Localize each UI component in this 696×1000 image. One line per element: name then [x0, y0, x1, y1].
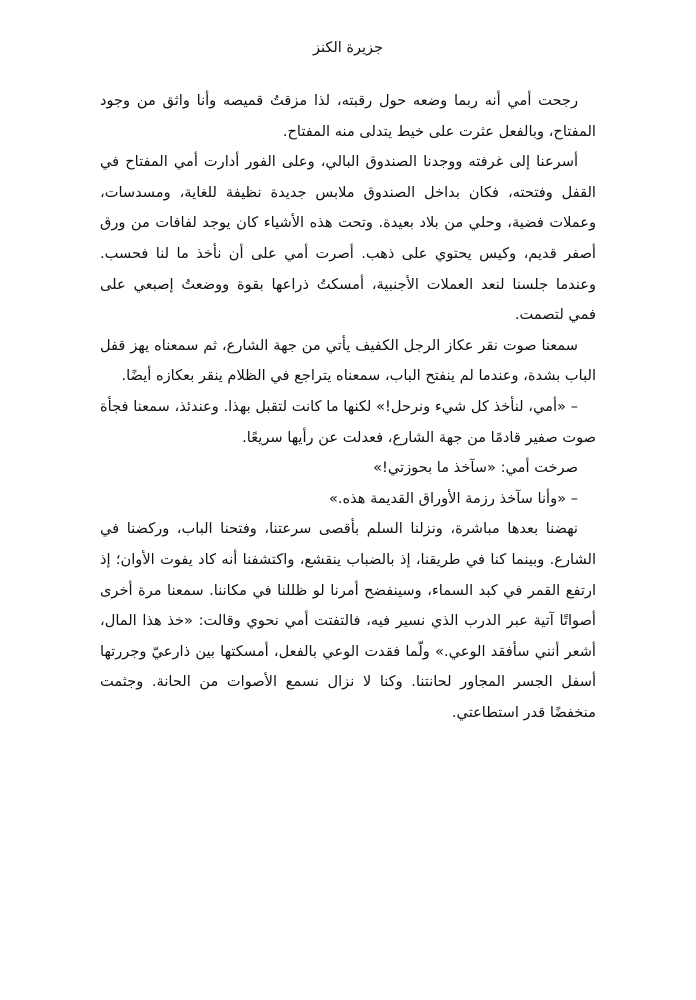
dialogue-2: صرخت أمي: «سآخذ ما بحوزتي!»: [373, 459, 578, 477]
paragraph-4: نهضنا بعدها مباشرة، ونزلنا السلم بأقصى سرعتنا، وفتحنا الباب، وركضنا في الشارع. وبينما كنا في طريقنا، إذ بالضباب ينقشع، واكتشفنا أنه كاد يفوت الأوان؛ إذ ارتفع القمر في كبد السماء، وسينفضح أمرنا لو ظللنا في مكاننا. سمعنا مرة أخرى أصواتًا آتية عبر الدرب الذي نسير فيه، فالتفتت أمي نحوي وقالت: «خذ هذا المال، أشعر أنني سأفقد الوعي.» ولّما فقدت الوعي بالفعل، أمسكتها بين ذارعيّ وجررتها أسفل الجسر المجاور لحانتنا. وكنا لا نزال نسمع الأصوات من الحانة. وجثمت منخفضًا قدر استطاعتي.: [100, 520, 596, 721]
body-text: [100, 86, 596, 728]
dialogue-1: – «أمي، لنأخذ كل شيء ونرحل!» لكنها ما كانت لتقبل بهذا. وعندئذ، سمعنا فجأة صوت صفير قادمًا من جهة الشارع، فعدلت عن رأيها سريعًا.: [100, 397, 596, 446]
paragraph-3: سمعنا صوت نقر عكاز الرجل الكفيف يأتي من جهة الشارع، ثم سمعناه يهز قفل الباب بشدة، وعندما لم ينفتح الباب، سمعناه يتراجع في الظلام ينقر بعكازه أيضًا.: [100, 336, 596, 385]
dialogue-3: – «وأنا سآخذ رزمة الأوراق القديمة هذه.»: [328, 489, 578, 507]
paragraph-1: رجحت أمي أنه ربما وضعه حول رقبته، لذا مزقتُ قميصه وأنا واثق من وجود المفتاح، وبالفعل عثرت على خيط يتدلى منه المفتاح.: [100, 92, 596, 140]
running-title: جزيرة الكنز: [312, 40, 384, 56]
paragraph-2: أسرعنا إلى غرفته ووجدنا الصندوق البالي، وعلى الفور أدارت أمي المفتاح في القفل وفتحته، فكان بداخل الصندوق ملابس جديدة نظيفة للغاية، ومسدسات، وعملات فضية، وحلي من بلاد بعيدة. وتحت هذه الأشياء كان يوجد لفافات من ورق أصفر قديم، وكيس يحتوي على ذهب. أصرت أمي على أن نأخذ ما لنا فحسب. وعندما جلسنا لنعد العملات الأجنبية، أمسكتُ ذراعها بقوة ووضعتُ إصبعي على فمي لتصمت.: [100, 153, 596, 324]
